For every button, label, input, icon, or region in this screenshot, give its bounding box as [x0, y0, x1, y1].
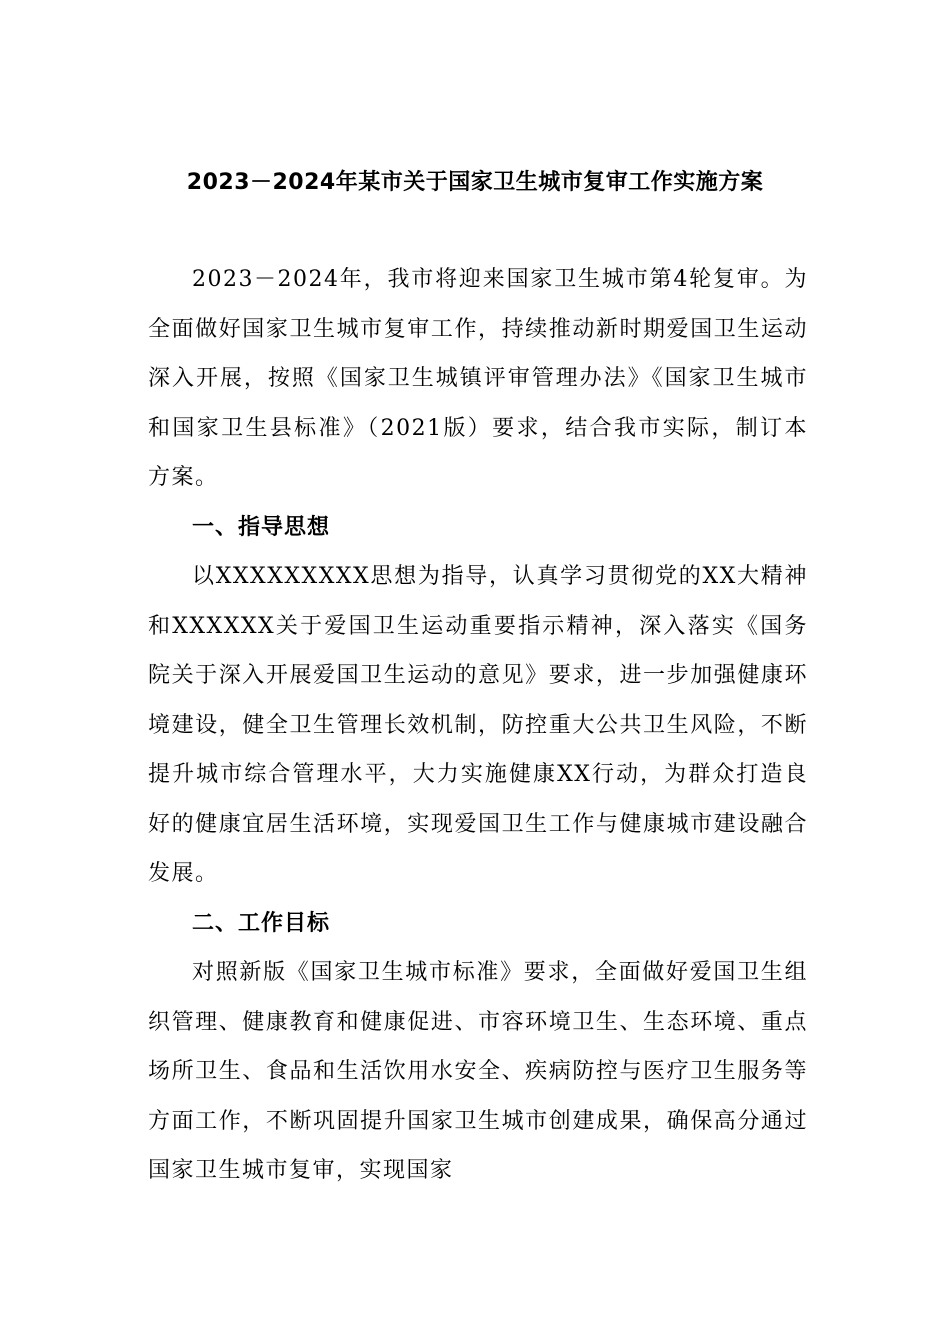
- intro-paragraph: 2023－2024年，我市将迎来国家卫生城市第4轮复审。为全面做好国家卫生城市复审工作，持续推动新时期爱国卫生运动深入开展，按照《国家卫生城镇评审管理办法》《国家卫生城市和国家卫生县标准》（2021版）要求，结合我市实际，制订本方案。: [148, 267, 808, 490]
- section-paragraph-guiding-ideology: 以XXXXXXXXX思想为指导，认真学习贯彻党的XX大精神和XXXXXX关于爱国卫生运动重要指示精神，深入落实《国务院关于深入开展爱国卫生运动的意见》要求，进一步加强健康环境建设，健全卫生管理长效机制，防控重大公共卫生风险，不断提升城市综合管理水平，大力实施健康XX行动，为群众打造良好的健康宜居生活环境，实现爱国卫生工作与健康城市建设融合发展。: [148, 564, 808, 886]
- section-paragraph-work-goals: 对照新版《国家卫生城市标准》要求，全面做好爱国卫生组织管理、健康教育和健康促进、市容环境卫生、生态环境、重点场所卫生、食品和生活饮用水安全、疾病防控与医疗卫生服务等方面工作，不断巩固提升国家卫生城市创建成果，确保高分通过国家卫生城市复审，实现国家: [148, 960, 808, 1183]
- section-heading-work-goals: 二、工作目标: [192, 910, 331, 936]
- document-body: [148, 255, 808, 1196]
- document-title: 2023－2024年某市关于国家卫生城市复审工作实施方案: [186, 170, 764, 195]
- section-heading-guiding-ideology: 一、指导思想: [192, 514, 331, 540]
